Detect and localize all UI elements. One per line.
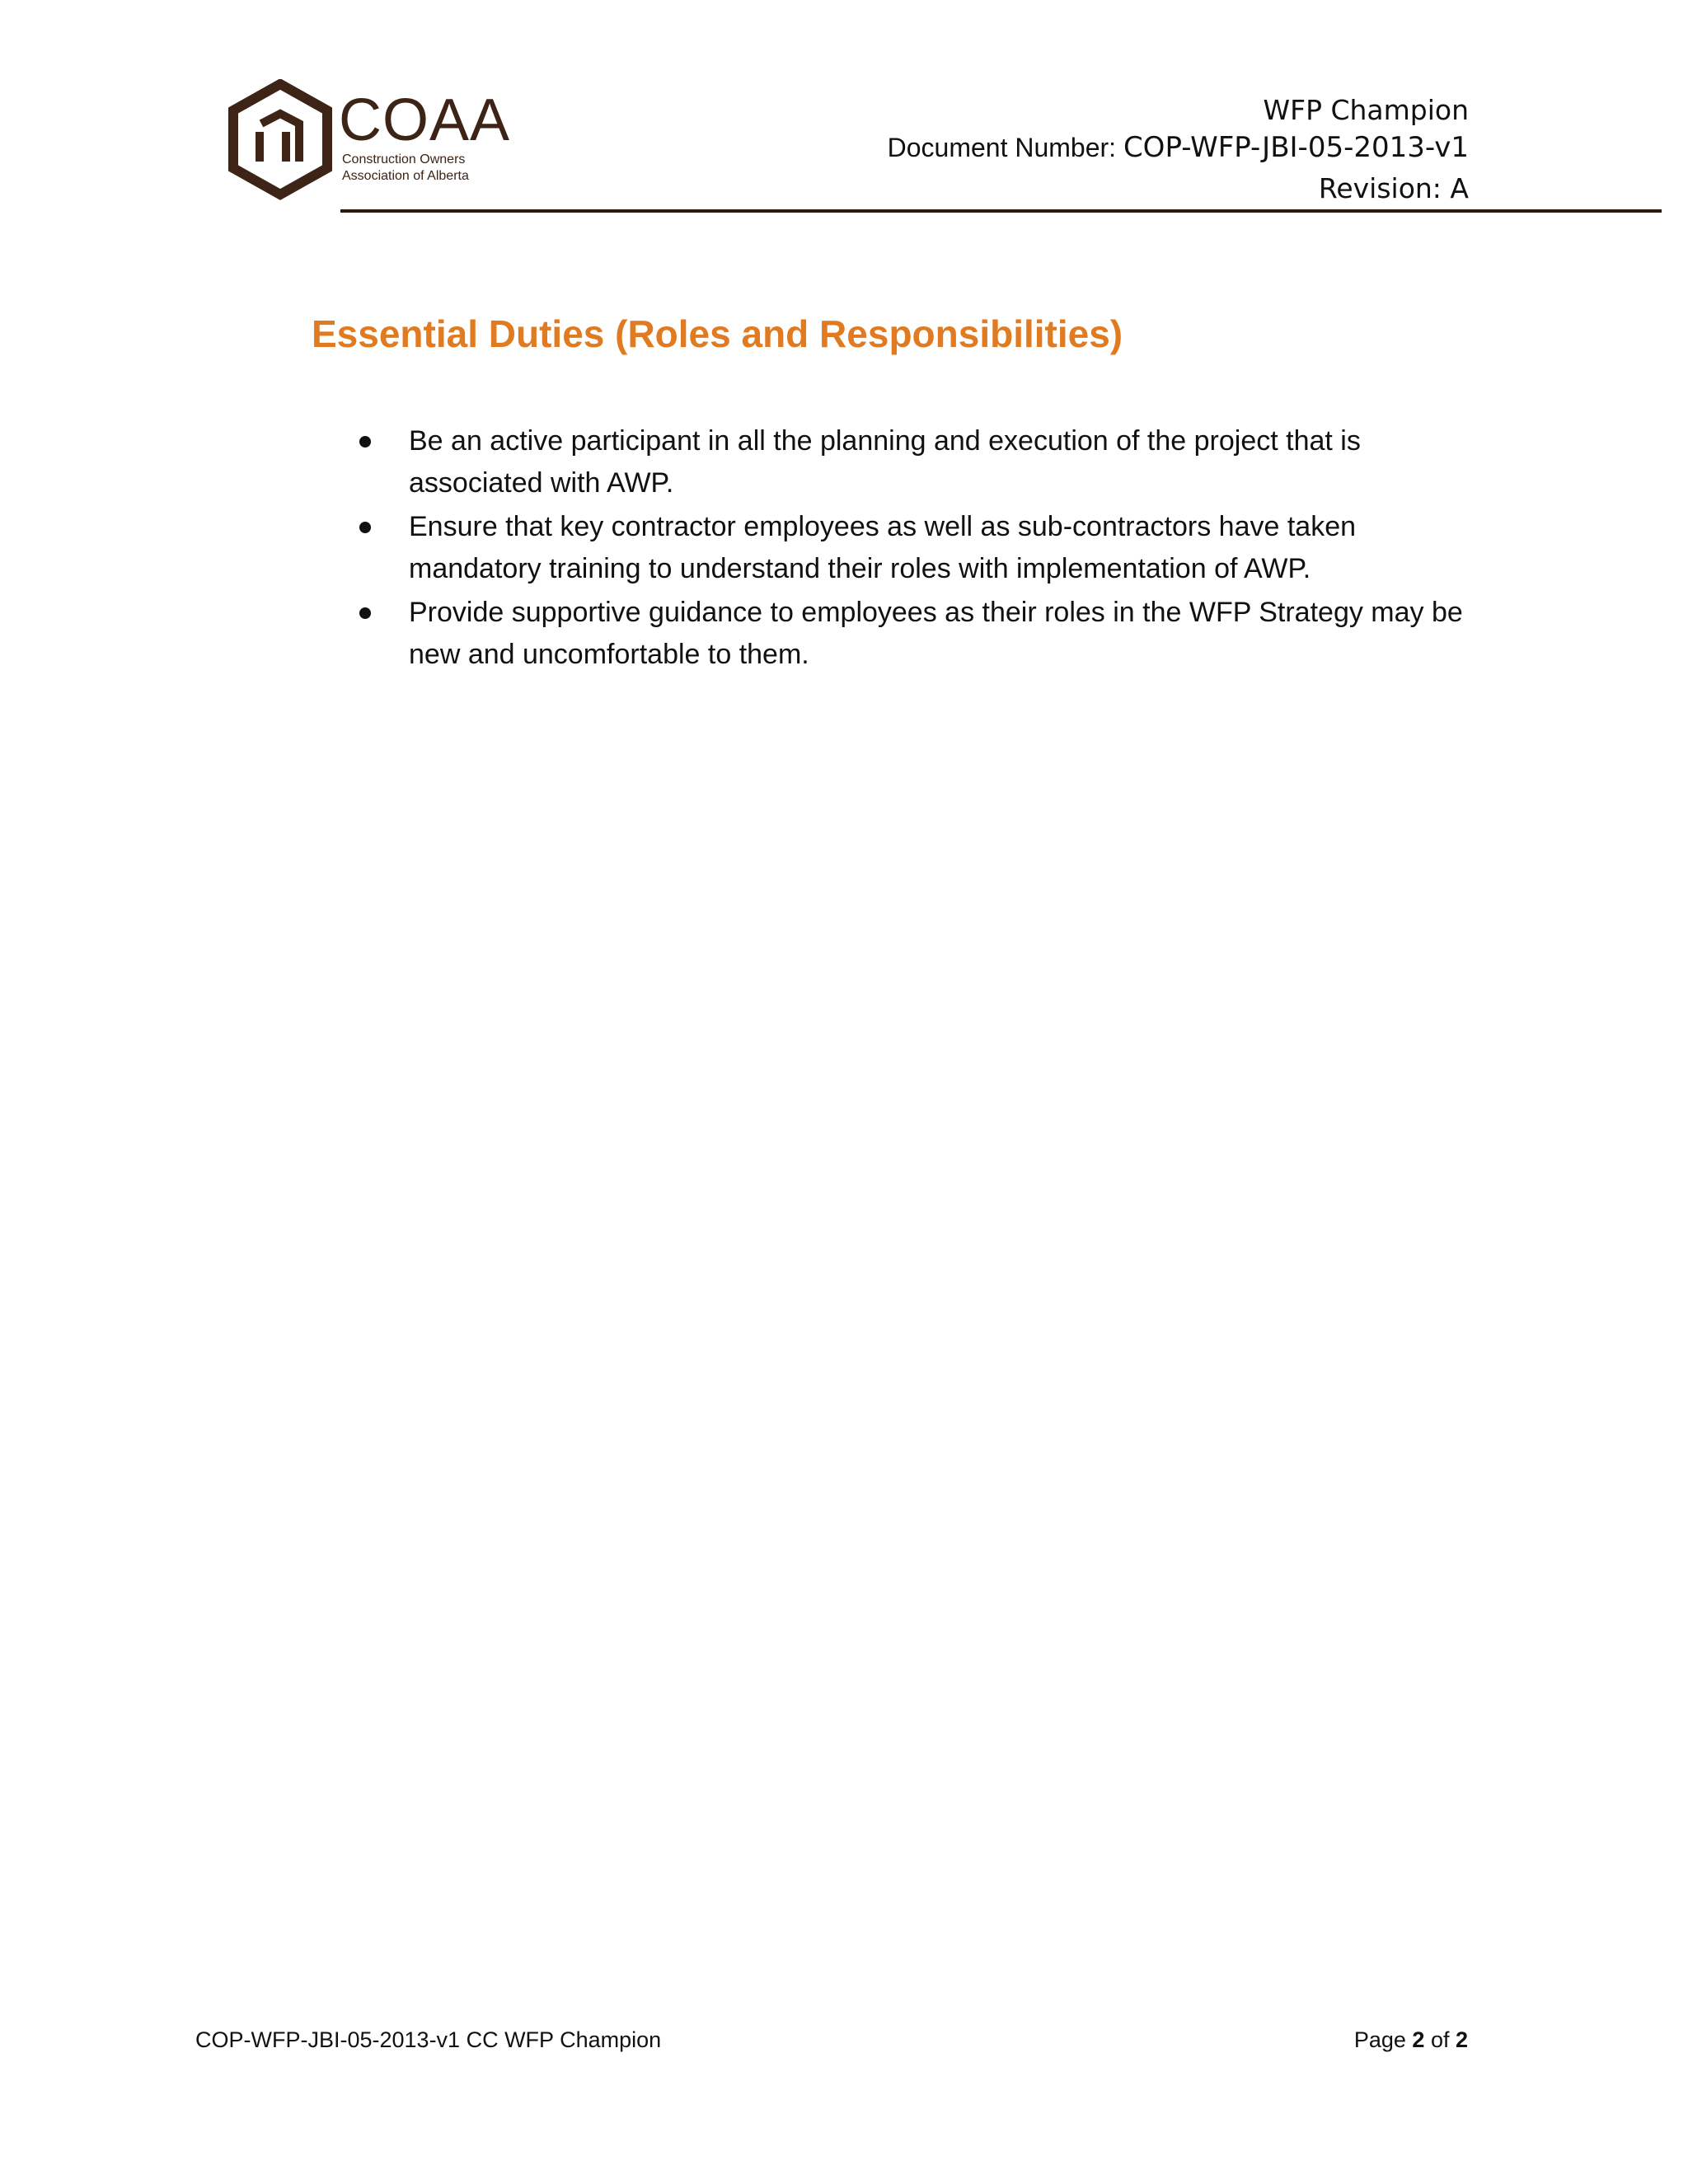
header-divider	[340, 209, 1662, 213]
list-item	[0, 592, 1688, 677]
revision: Revision: A	[1318, 172, 1469, 204]
page-total: 2	[1455, 2027, 1468, 2052]
list-item	[0, 506, 1688, 592]
logo-wordmark: COAA	[339, 87, 511, 153]
document-number	[887, 131, 1469, 164]
list-item	[0, 420, 1688, 506]
bullet-icon	[359, 436, 371, 448]
duties-list	[0, 420, 1688, 677]
header-title: WFP Champion	[1263, 94, 1469, 126]
document-number-label: Document Number:	[887, 133, 1123, 162]
document-number-value: COP-WFP-JBI-05-2013-v1	[1123, 131, 1469, 164]
hexagon-logo-icon	[227, 79, 334, 201]
bullet-icon	[359, 522, 371, 533]
logo-subtitle-line1: Construction Owners	[342, 152, 466, 166]
page-number	[1354, 2027, 1468, 2053]
page-of: of	[1424, 2027, 1456, 2052]
section-heading: Essential Duties (Roles and Responsibilities)	[312, 312, 1123, 355]
list-item-text: Ensure that key contractor employees as well as sub-contractors have taken mandatory training to understand their roles with implementation of AWP.	[409, 511, 1357, 584]
page-label: Page	[1353, 2027, 1413, 2052]
coaa-logo	[227, 79, 511, 203]
list-item-text: Provide supportive guidance to employees as their roles in the WFP Strategy may be new and uncomfortable to them.	[409, 597, 1463, 670]
footer-document-id: COP-WFP-JBI-05-2013-v1 CC WFP Champion	[195, 2027, 662, 2052]
logo-subtitle-line2: Association of Alberta	[342, 169, 469, 183]
bullet-icon	[359, 607, 371, 619]
page-current: 2	[1412, 2027, 1425, 2052]
list-item-text: Be an active participant in all the planning and execution of the project that is associated with AWP.	[409, 425, 1361, 499]
